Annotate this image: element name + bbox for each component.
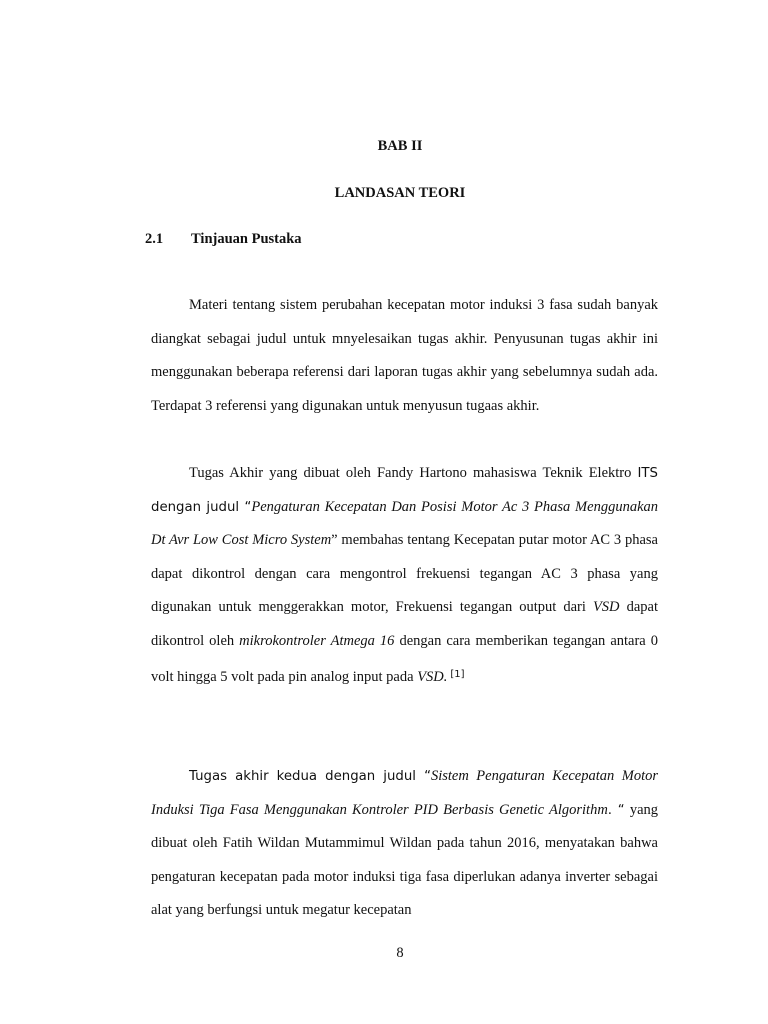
chapter-number: BAB II xyxy=(377,138,423,154)
paragraph-1 xyxy=(151,289,658,423)
citation-ref-1: [1] xyxy=(450,669,465,680)
paragraph-3-text-4: yang dibuat oleh Fatih Wildan Mutammimul Wildan pada tahun 2016, menyatakan bahwa pengaturan kecepatan pada motor induksi tiga fasa diperlukan adanya inverter sebagai alat yang berfungsi untuk megatur kecepatan xyxy=(151,801,659,918)
paragraph-2-vsd-1: VSD xyxy=(592,599,620,615)
chapter-title: LANDASAN TEORI xyxy=(334,185,466,201)
paragraph-3-title-italic: Sistem Pengaturan Kecepatan Motor Induksi Tiga Fasa Menggunakan Kontroler PID Berbasis Genetic Algorithm xyxy=(151,768,658,818)
paragraph-2-text-2: ITS dengan judul “ xyxy=(151,466,658,515)
paragraph-2-text-1: Tugas Akhir yang dibuat oleh Fandy Hartono mahasiswa Teknik Elektro xyxy=(189,465,638,481)
paragraph-2-vsd-2: VSD xyxy=(417,669,444,685)
section-heading xyxy=(145,231,302,248)
section-title: Tinjauan Pustaka xyxy=(191,231,302,247)
paragraph-2 xyxy=(151,457,658,695)
page-number: 8 xyxy=(396,945,404,961)
paragraph-2-text-6: dapat dikontrol oleh xyxy=(151,599,658,649)
paragraph-2-period: . xyxy=(443,669,448,685)
paragraph-3 xyxy=(151,760,658,928)
paragraph-1-text: Materi tentang sistem perubahan kecepatan motor induksi 3 fasa sudah banyak diangkat sebagai judul untuk mnyelesaikan tugas akhir. Penyusunan tugas akhir ini menggunakan beberapa referensi dari laporan tugas akhir yang sebelumnya sudah ada. Terdapat 3 referensi yang digunakan untuk menyusun tugaas akhir. xyxy=(151,297,658,414)
paragraph-3-text-3: . “ xyxy=(607,802,625,818)
section-number: 2.1 xyxy=(145,231,164,247)
paragraph-3-text-1: Tugas akhir kedua dengan judul “ xyxy=(189,769,431,784)
paragraph-2-title-italic: Pengaturan Kecepatan Dan Posisi Motor Ac 3 Phasa Menggunakan Dt Avr Low Cost Micro System xyxy=(151,498,659,548)
paragraph-2-mcu-italic: mikrokontroler Atmega 16 xyxy=(239,632,395,649)
paragraph-2-text-4: ” membahas tentang Kecepatan putar motor AC 3 phasa dapat dikontrol dengan cara mengontrol frekuensi tegangan AC 3 phasa yang digunakan untuk menggerakkan motor, Frekuensi tegangan output dari xyxy=(151,532,658,615)
paragraph-2-text-8: dengan cara memberikan tegangan antara 0 volt hingga 5 volt pada pin analog input pada xyxy=(151,632,658,685)
